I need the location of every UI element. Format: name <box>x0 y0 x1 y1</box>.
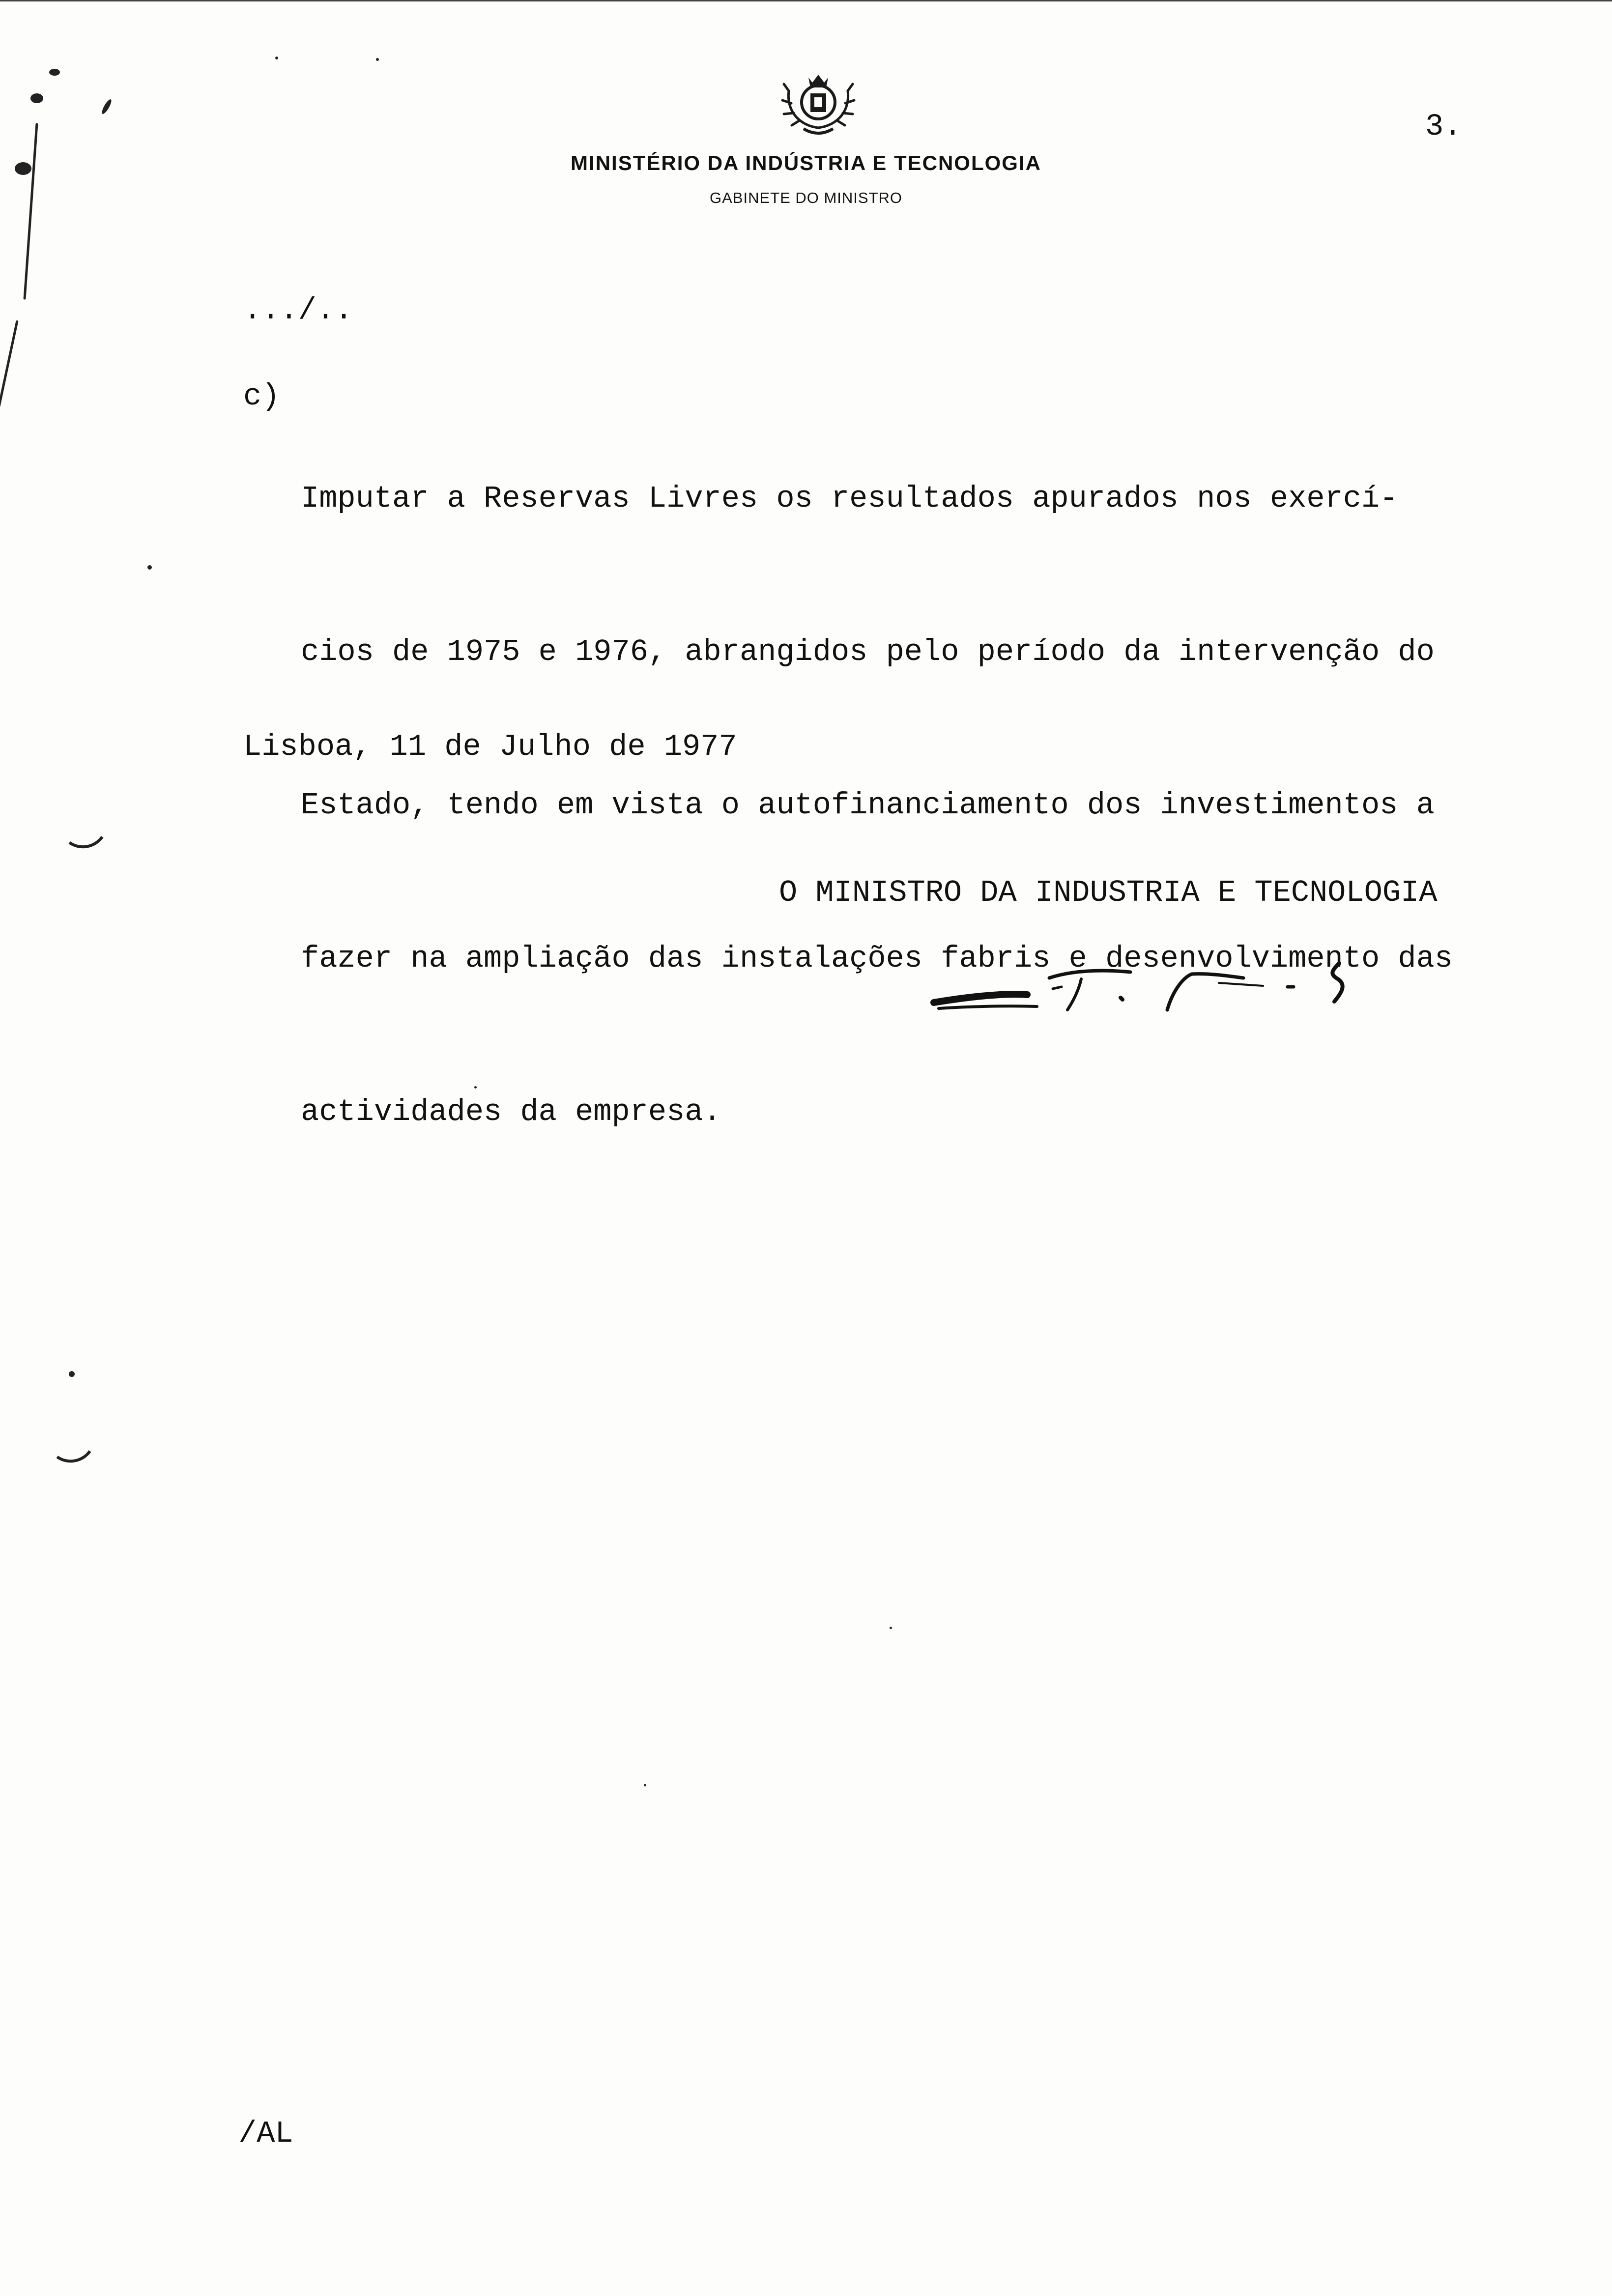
paragraph-line: Estado, tendo em vista o autofinanciamento dos investimentos a <box>301 788 1435 823</box>
scan-speck <box>275 57 278 59</box>
scan-speck <box>69 1371 75 1377</box>
typist-initials: /AL <box>238 2116 293 2151</box>
scan-mark <box>56 807 112 853</box>
signatory-title: O MINISTRO DA INDUSTRIA E TECNOLOGIA <box>779 875 1438 910</box>
page-number: 3. <box>1425 109 1462 144</box>
paragraph-line: actividades da empresa. <box>301 1094 721 1129</box>
scan-speck <box>100 98 113 115</box>
cabinet-name: GABINETE DO MINISTRO <box>709 189 903 206</box>
item-paragraph <box>301 371 1453 1240</box>
paragraph-line: fazer na ampliação das instalações fabris e desenvolvimento das <box>301 941 1453 976</box>
scan-speck <box>147 565 152 570</box>
scan-margin-line <box>0 320 19 407</box>
ministry-name: MINISTÉRIO DA INDÚSTRIA E TECNOLOGIA <box>571 151 1041 174</box>
scan-speck <box>49 69 60 76</box>
scan-margin-line <box>23 123 38 299</box>
continuation-mark: .../.. <box>243 293 353 328</box>
item-label: c) <box>243 379 280 414</box>
scan-mark <box>44 1421 100 1467</box>
handwritten-signature <box>924 944 1366 1017</box>
place-date: Lisboa, 11 de Julho de 1977 <box>243 729 737 764</box>
scan-speck <box>644 1784 646 1786</box>
paragraph-line: cios de 1975 e 1976, abrangidos pelo período da intervenção do <box>301 634 1435 669</box>
scan-speck <box>376 58 379 61</box>
scan-speck <box>30 93 43 103</box>
coat-of-arms-emblem <box>769 69 867 138</box>
paragraph-line: Imputar a Reservas Livres os resultados apurados nos exercí- <box>301 481 1398 516</box>
scan-speck <box>890 1627 892 1629</box>
scan-top-edge <box>0 0 1612 1</box>
